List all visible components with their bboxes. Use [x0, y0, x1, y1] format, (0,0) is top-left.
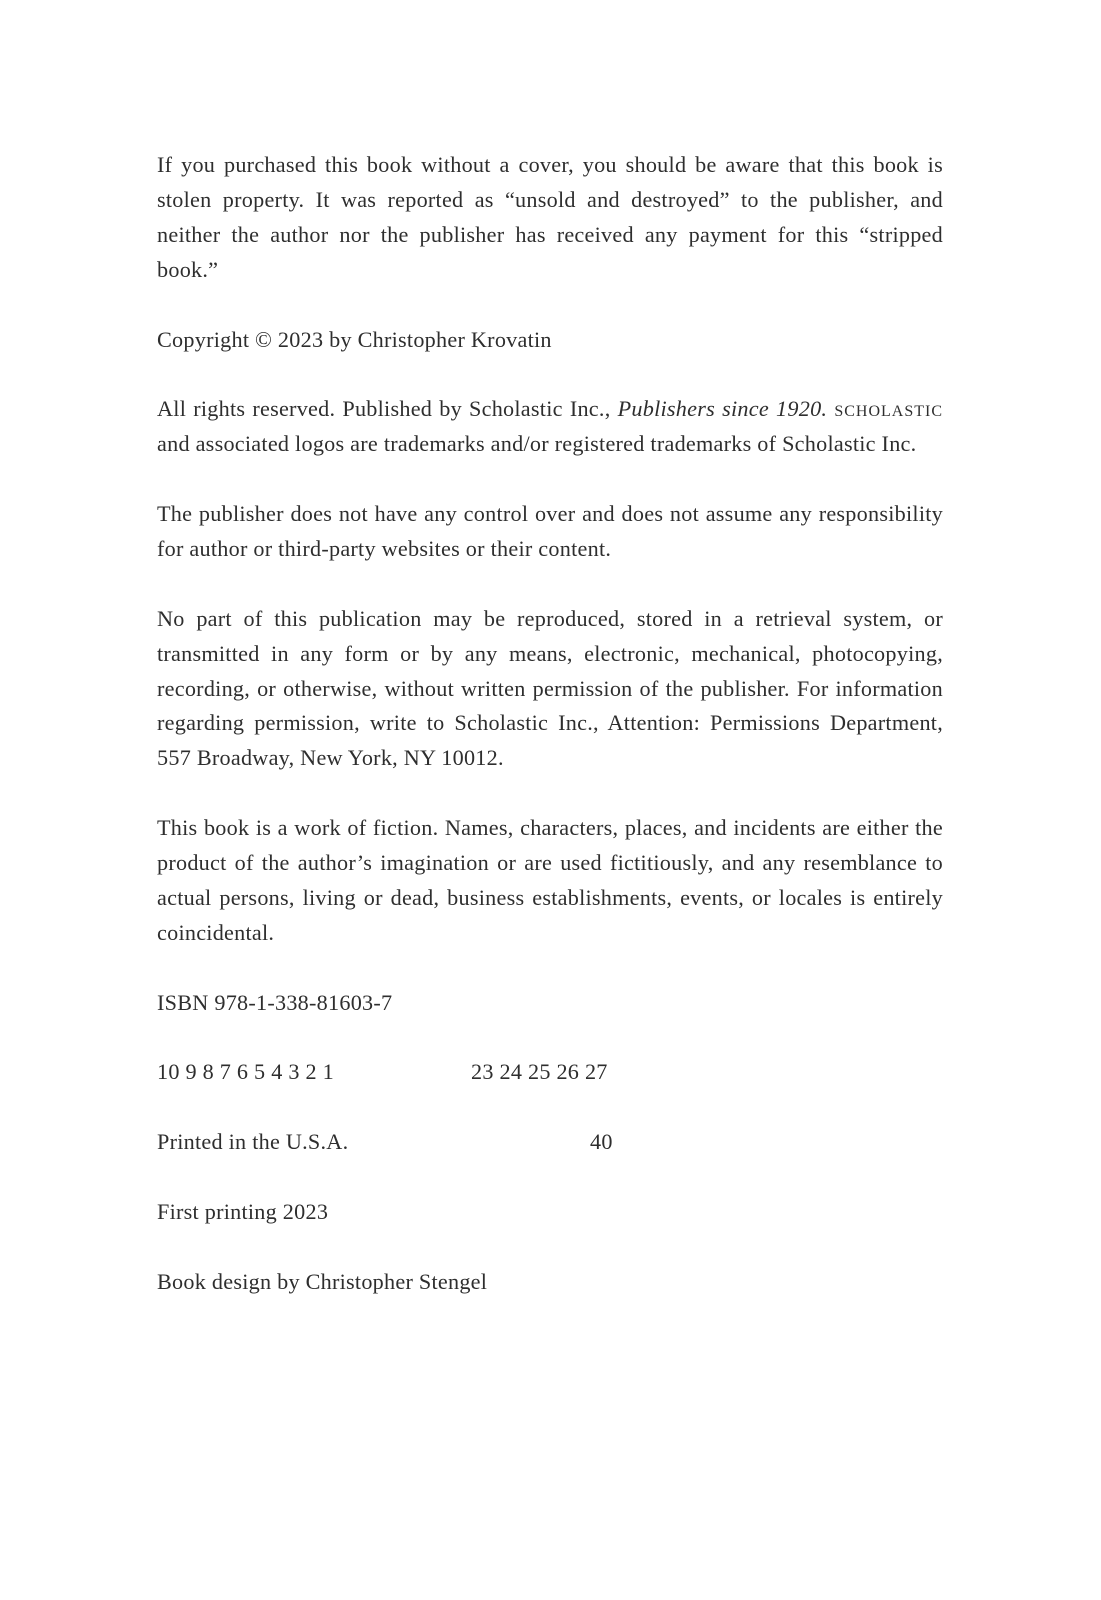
stripped-book-notice: If you purchased this book without a cover, you should be aware that this book is stolen property. It was reported as “unsold and destroyed” to the publisher, and neither the author nor the publisher has received any payment for this “stripped book.”: [157, 152, 943, 282]
isbn-line: ISBN 978-1-338-81603-7: [157, 989, 393, 1015]
book-design-credit: Book design by Christopher Stengel: [157, 1268, 488, 1294]
printed-in-row: [157, 1125, 943, 1160]
rights-text-start: All rights reserved. Published by Scholastic Inc.,: [157, 396, 618, 422]
printed-in-country: Printed in the U.S.A.: [157, 1129, 349, 1155]
copyright-text-block: [157, 148, 943, 1335]
printing-impression-row: [157, 1055, 943, 1090]
rights-reserved-notice: [157, 392, 943, 462]
publishers-since-tagline: Publishers since 1920.: [617, 396, 828, 422]
scholastic-brand-name: scholastic: [834, 396, 944, 422]
printer-code: 40: [590, 1129, 613, 1155]
printing-number-line: 10 9 8 7 6 5 4 3 2 1: [157, 1059, 334, 1085]
reproduction-notice: No part of this publication may be reproduced, stored in a retrieval system, or transmitted in any form or by any means, electronic, mechanical, photocopying, recording, or otherwise, without written permission of the publisher. For information regarding permission, write to Scholastic Inc., Attention: Permissions Department, 557 Broadway, New York, NY 10012.: [157, 605, 943, 771]
first-printing-line: First printing 2023: [157, 1199, 329, 1225]
printing-years: 23 24 25 26 27: [471, 1059, 608, 1085]
copyright-line: Copyright © 2023 by Christopher Krovatin: [157, 326, 552, 352]
fiction-disclaimer: This book is a work of fiction. Names, characters, places, and incidents are either the product of the author’s imagination or are used fictitiously, and any resemblance to actual persons, living or dead, business establishments, events, or locales is entirely coincidental.: [157, 815, 943, 945]
websites-disclaimer: The publisher does not have any control over and does not assume any responsibility for author or third-party websites or their content.: [157, 501, 943, 561]
trademark-text: and associated logos are trademarks and/or registered trademarks of Scholastic Inc.: [157, 431, 917, 457]
